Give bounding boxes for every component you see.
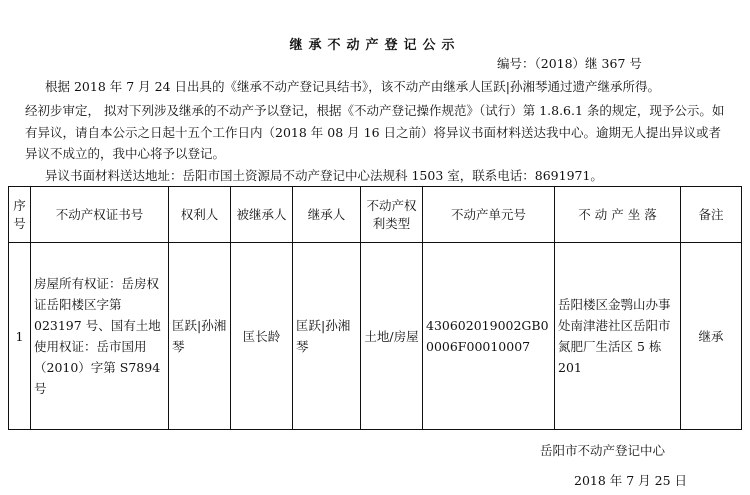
registration-table (8, 186, 742, 430)
paragraph-objection-address: 异议书面材料送达地址：岳阳市国土资源局不动产登记中心法规科 1503 室，联系电话：8691971。 (45, 168, 603, 183)
cell-location: 岳阳楼区金鹗山办事处南津港社区岳阳市氮肥厂生活区 5 栋 201 (555, 243, 681, 430)
cell-heir: 匡跃|孙湘琴 (293, 243, 361, 430)
cell-seq: 1 (9, 243, 31, 430)
header-right-holder: 权利人 (169, 187, 231, 243)
header-right-type: 不动产权利类型 (361, 187, 423, 243)
notice-title: 继承不动产登记公示 (289, 38, 461, 53)
header-decedent: 被继承人 (231, 187, 293, 243)
cell-right-holder: 匡跃|孙湘琴 (169, 243, 231, 430)
issuing-organization: 岳阳市不动产登记中心 (540, 443, 666, 458)
header-remark: 备注 (681, 187, 742, 243)
header-seq: 序号 (9, 187, 31, 243)
cell-cert-number: 房屋所有权证：岳房权证岳阳楼区字第 023197 号、国有土地使用权证：岳市国用（2010）字第 S7894 号 (31, 243, 169, 430)
cell-decedent: 匡长龄 (231, 243, 293, 430)
cell-right-type: 土地/房屋 (361, 243, 423, 430)
table-row (9, 243, 742, 430)
paragraph-review: 经初步审定， 拟对下列涉及继承的不动产予以登记，根据《不动产登记操作规范》（试行）第 1.8.6.1 条的规定，现予公示。如有异议，请自本公示之日起十五个工作日内（2018 年 08 月 16 日之前）将异议书面材料送达我中心。逾期无人提出异议或者异议不成立的，我中心将予以登记。 (25, 103, 725, 161)
issue-date: 2018 年 7 月 25 日 (574, 473, 688, 488)
cell-remark: 继承 (681, 243, 742, 430)
header-heir: 继承人 (293, 187, 361, 243)
cell-unit-number: 430602019002GB00006F00010007 (423, 243, 555, 430)
header-cert-number: 不动产权证书号 (31, 187, 169, 243)
table-header-row (9, 187, 742, 243)
header-unit-number: 不动产单元号 (423, 187, 555, 243)
header-location: 不 动 产 坐 落 (555, 187, 681, 243)
paragraph-origin: 根据 2018 年 7 月 24 日出具的《继承不动产登记具结书》，该不动产由继承人匡跃|孙湘琴通过遗产继承所得。 (45, 79, 660, 94)
document-number: 编号：（2018）继 367 号 (497, 56, 642, 71)
